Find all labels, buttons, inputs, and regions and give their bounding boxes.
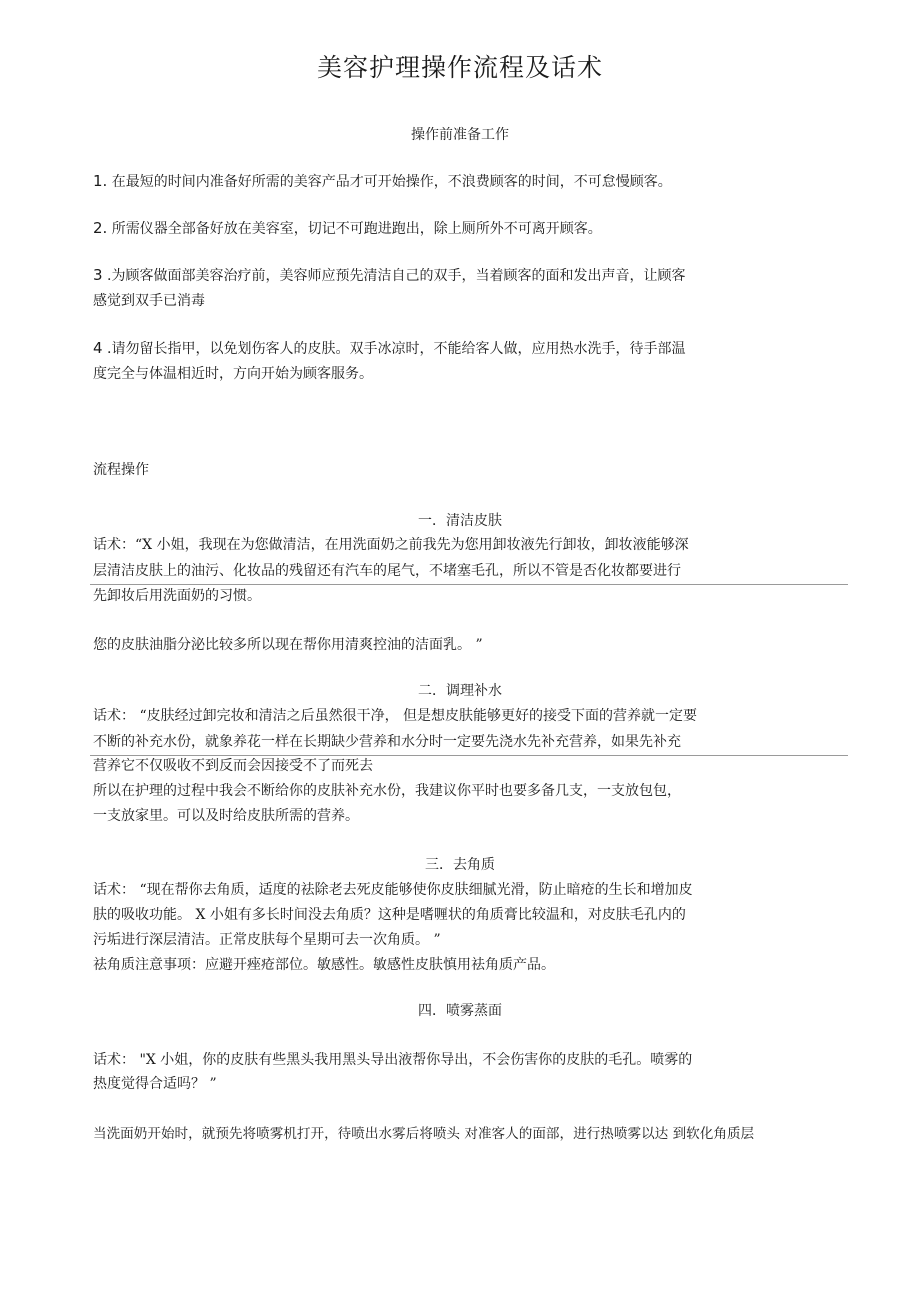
section-2-line-5: 一支放家里。可以及时给皮肤所需的营养。 (93, 808, 359, 824)
section-1-line-3: 先卸妆后用洗面奶的习惯。 (93, 588, 261, 604)
section-4-line-3: 当洗面奶开始时，就预先将喷雾机打开，待喷出水雾后将喷头 对准客人的面部，进行热喷雾以达 到软化角质层 (93, 1126, 755, 1142)
prep-heading: 操作前准备工作 (411, 127, 509, 143)
prep-item-number: 2. (93, 219, 108, 237)
section-3-line-3: 污垢进行深层清洁。正常皮肤每个星期可去一次角质。 ” (93, 932, 441, 948)
prep-item-1 (93, 174, 672, 189)
divider-line (90, 755, 848, 756)
document-title: 美容护理操作流程及话术 (316, 53, 603, 82)
section-3-line-1: 话术： “现在帮你去角质，适度的祛除老去死皮能够使你皮肤细腻光滑，防止暗疮的生长和增加皮 (93, 882, 693, 898)
section-2-line-3: 营养它不仅吸收不到反而会因接受不了而死去 (93, 758, 373, 774)
prep-item-number: 1. (93, 172, 108, 190)
section-2-line-1: 话术： “皮肤经过卸完妆和清洁之后虽然很干净， 但是想皮肤能够更好的接受下面的营养就一定要 (93, 708, 698, 724)
section-1-line-2: 层清洁皮肤上的油污、化妆品的残留还有汽车的尾气，不堵塞毛孔，所以不管是否化妆都要进行 (93, 563, 681, 579)
divider-line (90, 584, 848, 585)
section-4-line-2: 热度觉得合适吗？ ” (93, 1076, 217, 1092)
section-2-line-4: 所以在护理的过程中我会不断给你的皮肤补充水份，我建议你平时也要多备几支，一支放包包， (93, 783, 681, 799)
prep-item-text: 所需仪器全部备好放在美容室，切记不可跑进跑出，除上厕所外不可离开顾客。 (111, 221, 602, 237)
prep-item-text: 在最短的时间内准备好所需的美容产品才可开始操作，不浪费顾客的时间，不可怠慢顾客。 (111, 174, 672, 190)
section-2-line-2: 不断的补充水份，就象养花一样在长期缺少营养和水分时一定要先浇水先补充营养，如果先补充 (93, 734, 681, 750)
prep-item-number: 3 (93, 266, 103, 284)
section-heading-cleansing: 一．清洁皮肤 (418, 513, 502, 529)
section-heading-toning: 二．调理补水 (418, 683, 502, 699)
process-heading: 流程操作 (93, 462, 149, 478)
prep-item-2 (93, 221, 602, 236)
prep-item-3-cont: 感觉到双手已消毒 (93, 293, 205, 309)
section-heading-steaming: 四．喷雾蒸面 (418, 1003, 502, 1019)
prep-item-3 (93, 268, 685, 283)
section-4-line-1: 话术： "X 小姐，你的皮肤有些黑头我用黑头导出液帮你导出，不会伤害你的皮肤的毛孔。喷雾的 (93, 1052, 693, 1068)
prep-item-text: .请勿留长指甲，以免划伤客人的皮肤。双手冰凉时，不能给客人做，应用热水洗手，待手部温 (107, 341, 686, 357)
section-3-line-2: 肤的吸收功能。 X 小姐有多长时间没去角质？这种是嗜喱状的角质膏比较温和，对皮肤毛孔内的 (93, 907, 686, 923)
prep-item-4-cont: 度完全与体温相近时，方向开始为顾客服务。 (93, 366, 373, 382)
prep-item-4 (93, 341, 685, 356)
prep-item-number: 4 (93, 339, 103, 357)
section-heading-exfoliation: 三．去角质 (425, 857, 495, 873)
section-1-line-1: 话术：“X 小姐，我现在为您做清洁，在用洗面奶之前我先为您用卸妆液先行卸妆，卸妆液能够深 (93, 537, 689, 553)
section-3-line-4: 祛角质注意事项：应避开痤疮部位。敏感性。敏感性皮肤慎用祛角质产品。 (93, 957, 555, 973)
section-1-line-4: 您的皮肤油脂分泌比较多所以现在帮你用清爽控油的洁面乳。 ” (93, 637, 483, 653)
prep-item-text: .为顾客做面部美容治疗前，美容师应预先清洁自己的双手，当着顾客的面和发出声音，让顾客 (107, 268, 686, 284)
